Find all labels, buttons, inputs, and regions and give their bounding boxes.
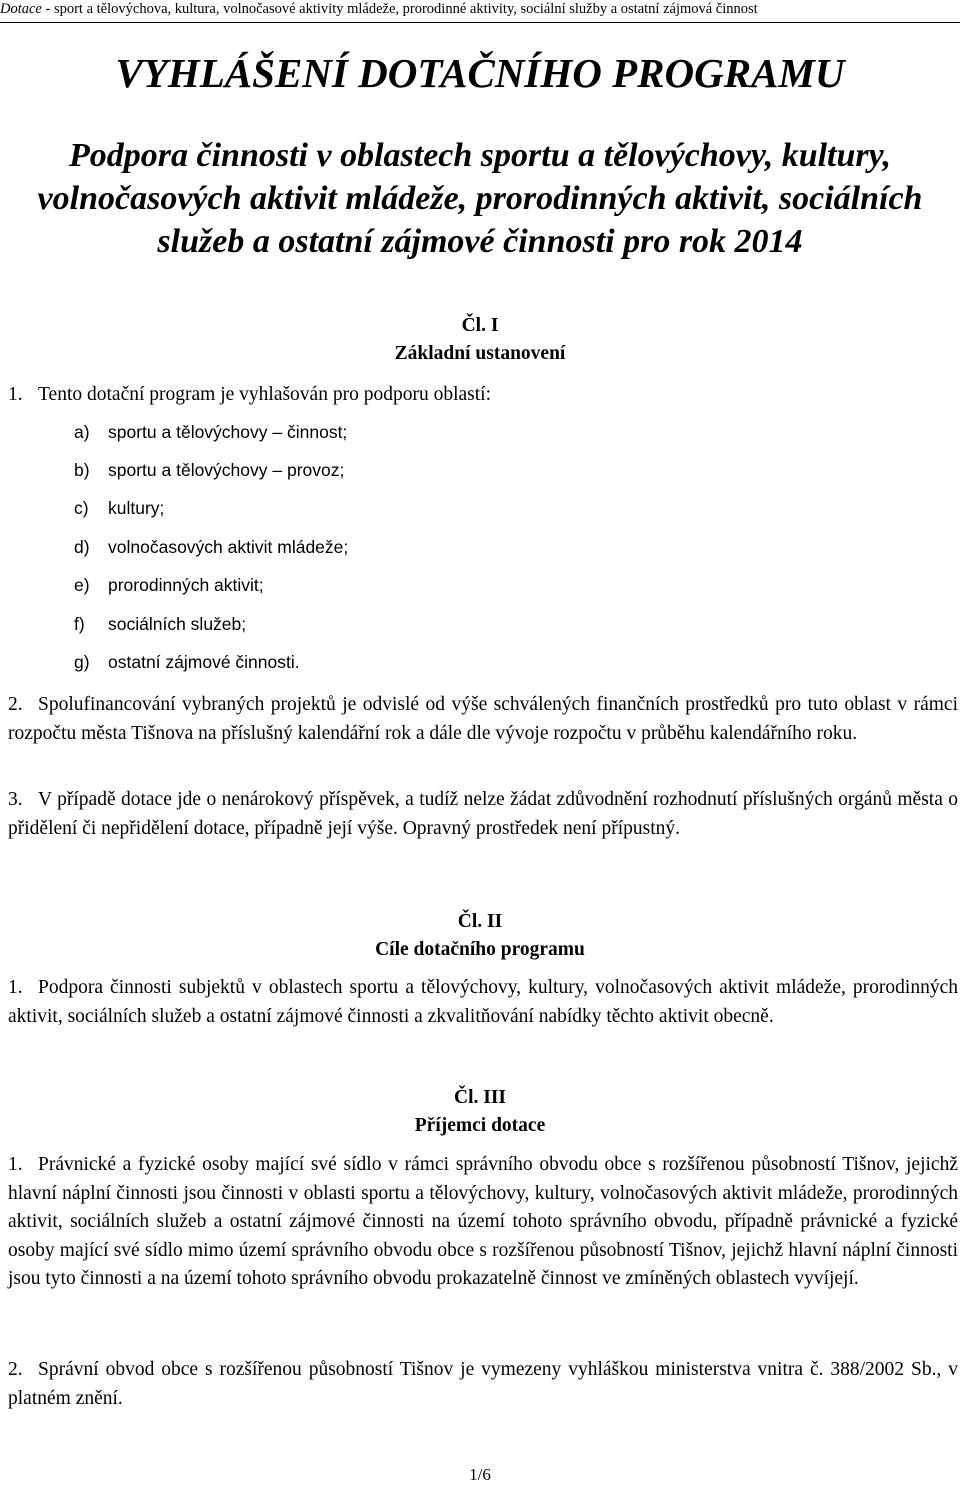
list-item-text: sociálních služeb; [108, 614, 247, 634]
paragraph-number: 2. [8, 694, 23, 715]
article-1-heading: Základní ustanovení [394, 343, 566, 364]
paragraph-text: V případě dotace jde o nenárokový příspěvek, a tudíž nelze žádat zdůvodnění rozhodnutí příslušných orgánů města o přidělení či nepřidělení dotace, případně její výše. Opravný prostředek není přípustný. [8, 789, 958, 839]
document-title: VYHLÁŠENÍ DOTAČNÍHO PROGRAMU [115, 50, 845, 96]
list-item-label: g) [74, 652, 90, 672]
subtitle-line-1: Podpora činnosti v oblastech sportu a tělovýchovy, kultury, [69, 137, 891, 174]
list-item-label: b) [74, 460, 90, 480]
article-1-paragraph-1 [8, 381, 958, 410]
header-note [0, 0, 960, 23]
paragraph-number: 2. [8, 1359, 23, 1380]
paragraph-text: Správní obvod obce s rozšířenou působností Tišnov je vymezeny vyhláškou ministerstva vnitra č. 388/2002 Sb., v platném znění. [8, 1359, 958, 1409]
paragraph-text: Spolufinancování vybraných projektů je odvislé od výše schválených finančních prostředků pro tuto oblast v rámci rozpočtu města Tišnova na příslušný kalendářní rok a dále dle vývoje rozpočtu v průběhu kalendářního roku. [8, 694, 958, 744]
list-item [74, 611, 246, 637]
subtitle-line-3: služeb a ostatní zájmové činnosti pro rok 2014 [157, 223, 803, 260]
paragraph-text: Právnické a fyzické osoby mající své sídlo v rámci správního obvodu obce s rozšířenou působností Tišnov, jejichž hlavní náplní činnosti jsou činnosti v oblasti sportu a tělovýchovy, kultury, volnočasových aktivit mládeže, prorodinných aktivit, sociálních služeb a ostatní zájmové činnosti na území tohoto správního obvodu, případně právnické a fyzické osoby mající své sídlo mimo území správního obvodu obce s rozšířenou působností Tišnov, jejichž hlavní náplní činnosti jsou tyto činnosti a na území tohoto správního obvodu prokazatelně činnost ve zmíněných oblastech vyvíjejí. [8, 1154, 958, 1290]
list-item-text: volnočasových aktivit mládeže; [108, 537, 349, 557]
article-1-number: Čl. I [461, 315, 499, 336]
header-text: - sport a tělovýchova, kultura, volnočasové aktivity mládeže, prorodinné aktivity, sociální služby a ostatní zájmová činnost [41, 1, 758, 17]
article-2-heading: Cíle dotačního programu [375, 939, 585, 960]
paragraph-number: 3. [8, 789, 23, 810]
list-item [74, 649, 300, 675]
article-3-heading: Příjemci dotace [414, 1115, 546, 1136]
list-item-label: e) [74, 575, 90, 595]
program-subtitle [0, 134, 960, 263]
paragraph-number: 1. [8, 384, 23, 405]
paragraph-text: Tento dotační program je vyhlašován pro podporu oblastí: [38, 384, 491, 405]
list-item-text: ostatní zájmové činnosti. [108, 652, 300, 672]
paragraph-text: Podpora činnosti subjektů v oblastech sportu a tělovýchovy, kultury, volnočasových aktivit mládeže, prorodinných aktivit, sociálních služeb a ostatní zájmové činnosti a zkvalitňování nabídky těchto aktivit obecně. [8, 977, 958, 1027]
article-1-paragraph-3 [8, 786, 958, 843]
list-item [74, 419, 347, 445]
paragraph-number: 1. [8, 977, 23, 998]
list-item [74, 457, 344, 483]
list-item-text: sportu a tělovýchovy – činnost; [108, 422, 348, 442]
list-item-text: prorodinných aktivit; [108, 575, 264, 595]
header-lead: Dotace [0, 1, 42, 17]
list-item-label: f) [74, 614, 85, 634]
article-3-paragraph-2 [8, 1356, 958, 1413]
article-3-paragraph-1 [8, 1151, 958, 1294]
list-item-label: a) [74, 422, 90, 442]
article-2-number: Čl. II [457, 911, 503, 932]
list-item-text: sportu a tělovýchovy – provoz; [108, 460, 345, 480]
list-item-text: kultury; [108, 498, 165, 518]
list-item [74, 495, 164, 521]
paragraph-number: 1. [8, 1154, 23, 1175]
article-3-number: Čl. III [453, 1087, 507, 1108]
subtitle-line-2: volnočasových aktivit mládeže, prorodinných aktivit, sociálních [37, 180, 923, 217]
article-1-paragraph-2 [8, 691, 958, 748]
article-2-paragraph-1 [8, 974, 958, 1031]
list-item-label: c) [74, 498, 89, 518]
page-number: 1/6 [469, 1465, 491, 1484]
list-item [74, 534, 348, 560]
list-item [74, 572, 264, 598]
list-item-label: d) [74, 537, 90, 557]
